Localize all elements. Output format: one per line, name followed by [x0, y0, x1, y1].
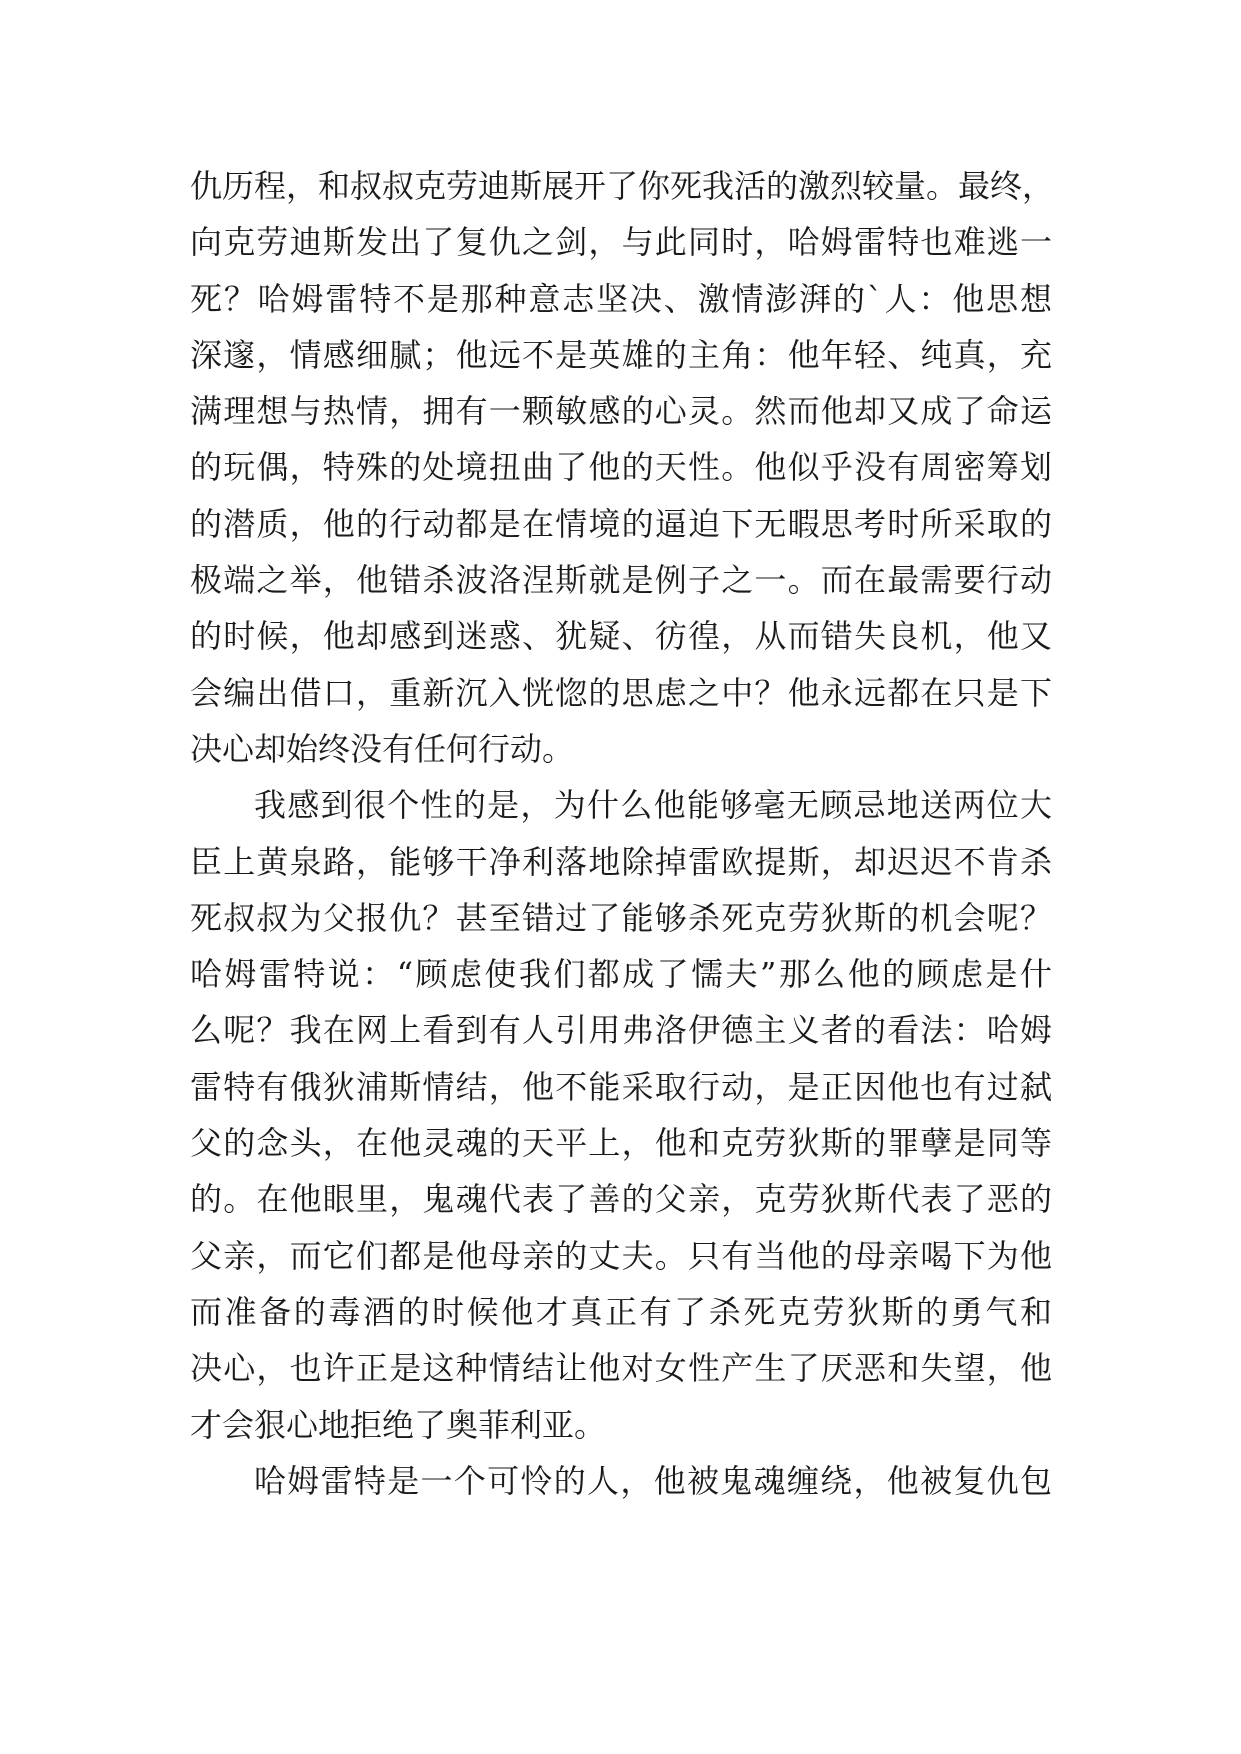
text-line: 向克劳迪斯发出了复仇之剑，与此同时，哈姆雷特也难逃一: [190, 223, 1052, 262]
paragraph-3: [190, 1453, 1052, 1509]
text-line: 决心，也许正是这种情结让他对女性产生了厌恶和失望，他: [190, 1349, 1052, 1388]
text-line: 臣上黄泉路，能够干净利落地除掉雷欧提斯，却迟迟不肯杀: [190, 842, 1052, 881]
text-line: 仇历程，和叔叔克劳迪斯展开了你死我活的激烈较量。最终，: [190, 167, 1055, 205]
paragraph-2: [190, 777, 1052, 1453]
text-line: 而准备的毒酒的时候他才真正有了杀死克劳狄斯的勇气和: [190, 1292, 1052, 1331]
text-line: 深邃，情感细腻；他远不是英雄的主角：他年轻、纯真，充: [190, 335, 1052, 374]
text-line: 父亲，而它们都是他母亲的丈夫。只有当他的母亲喝下为他: [190, 1236, 1052, 1275]
text-line: 死？哈姆雷特不是那种意志坚决、激情澎湃的`人：他思想: [190, 279, 1052, 318]
text-line: 的。在他眼里，鬼魂代表了善的父亲，克劳狄斯代表了恶的: [190, 1180, 1052, 1219]
text-line: 决心却始终没有任何行动。: [190, 729, 575, 768]
text-line: 哈姆雷特说：“顾虑使我们都成了懦夫”那么他的顾虑是什: [190, 955, 1052, 994]
text-line: 哈姆雷特是一个可怜的人，他被鬼魂缠绕，他被复仇包: [254, 1461, 1052, 1500]
text-line: 么呢？我在网上看到有人引用弗洛伊德主义者的看法：哈姆: [190, 1011, 1052, 1050]
text-line: 的玩偶，特殊的处境扭曲了他的天性。他似乎没有周密筹划: [190, 448, 1052, 487]
text-line: 极端之举，他错杀波洛涅斯就是例子之一。而在最需要行动: [190, 561, 1052, 600]
text-line: 满理想与热情，拥有一颗敏感的心灵。然而他却又成了命运: [190, 392, 1052, 431]
text-line: 父的念头，在他灵魂的天平上，他和克劳狄斯的罪孽是同等: [190, 1124, 1052, 1163]
text-line: 的时候，他却感到迷惑、犹疑、彷徨，从而错失良机，他又: [190, 617, 1052, 656]
text-line: 死叔叔为父报仇？甚至错过了能够杀死克劳狄斯的机会呢？: [190, 898, 1052, 937]
document-body: [190, 158, 1055, 1509]
text-line: 的潜质，他的行动都是在情境的逼迫下无暇思考时所采取的: [190, 504, 1052, 543]
text-line: 才会狠心地拒绝了奥菲利亚。: [190, 1405, 607, 1444]
text-line: 雷特有俄狄浦斯情结，他不能采取行动，是正因他也有过弑: [190, 1067, 1052, 1106]
paragraph-1: [190, 158, 1055, 777]
text-line: 会编出借口，重新沉入恍惚的思虑之中？他永远都在只是下: [190, 673, 1052, 712]
text-line: 我感到很个性的是，为什么他能够毫无顾忌地送两位大: [254, 786, 1052, 825]
